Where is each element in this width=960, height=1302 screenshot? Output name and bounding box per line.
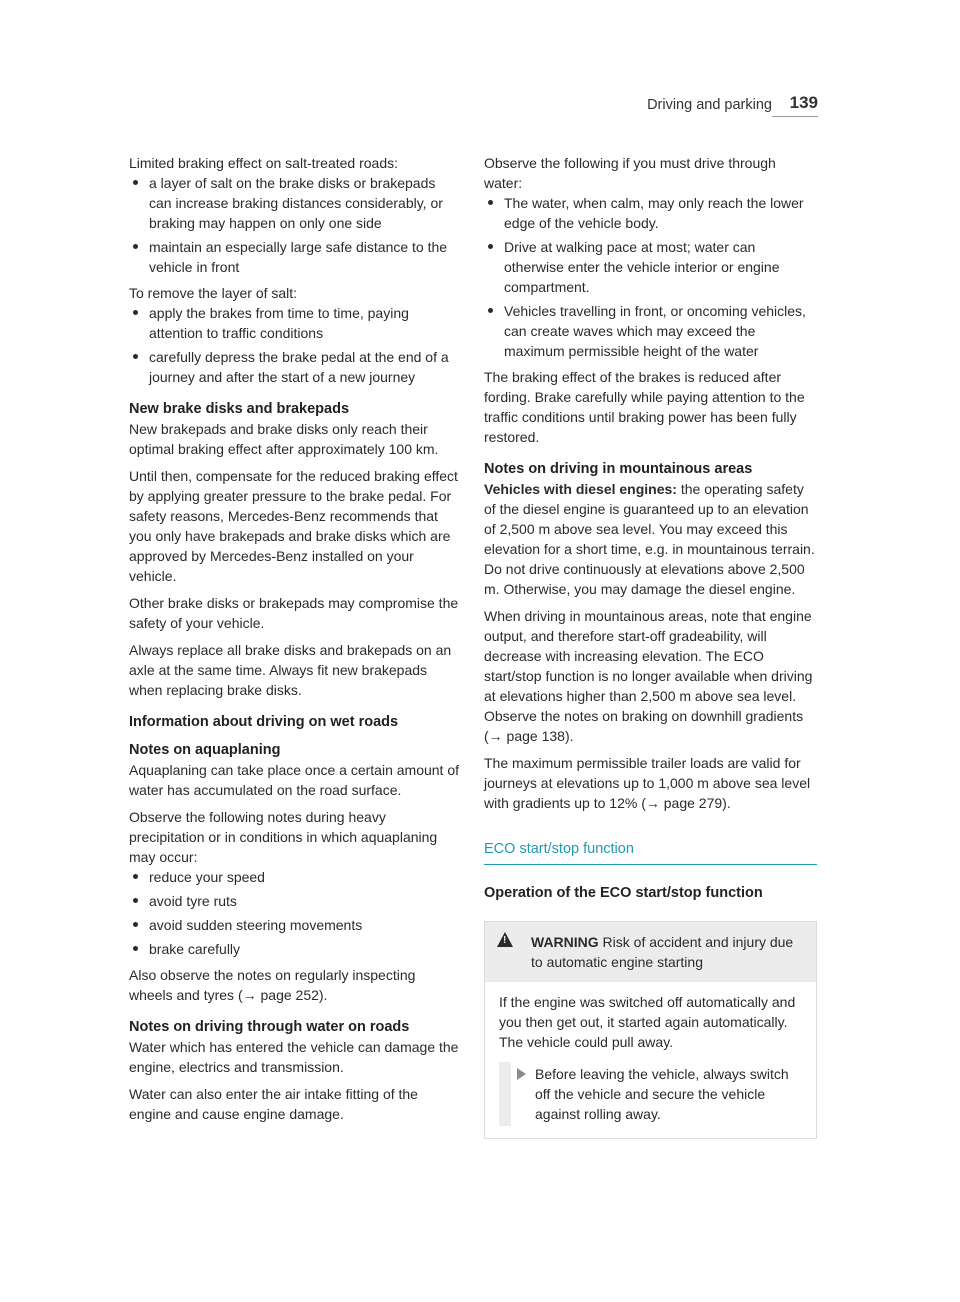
- warning-body-text: If the engine was switched off automatically and you then get out, it started again automatically. The vehicle could pull away.: [499, 994, 796, 1050]
- list-item: reduce your speed: [129, 867, 459, 887]
- wet-roads-heading: Information about driving on wet roads: [129, 714, 399, 730]
- new-brake-paragraph: New brakepads and brake disks only reach their optimal braking effect after approximately 100 km.: [129, 421, 439, 457]
- list-item: avoid tyre ruts: [129, 891, 459, 911]
- new-brake-heading: New brake disks and brakepads: [129, 401, 350, 417]
- aquaplaning-reference[interactable]: Also observe the notes on regularly inspecting wheels and tyres (→ page 252).: [129, 967, 416, 1003]
- water-paragraph: Water which has entered the vehicle can damage the engine, electrics and transmission.: [129, 1039, 459, 1075]
- remove-salt-intro: To remove the layer of salt:: [129, 285, 298, 301]
- warning-box: [484, 921, 817, 1139]
- page-header: [644, 94, 818, 116]
- mountain-heading: Notes on driving in mountainous areas: [484, 461, 753, 477]
- remove-salt-list: [129, 303, 459, 387]
- warning-header: [485, 922, 816, 982]
- list-item: a layer of salt on the brake disks or brakepads can increase braking distances considerably, or braking may happen on only one side: [129, 173, 459, 233]
- page-number: 139: [789, 93, 818, 112]
- play-arrow-icon: [517, 1068, 526, 1080]
- list-item: Drive at walking pace at most; water can otherwise enter the vehicle interior or engine compartment.: [484, 237, 817, 297]
- left-column: [129, 153, 459, 1131]
- list-item: Vehicles travelling in front, or oncoming vehicles, can create waves which may exceed the maximum permissible height of the water: [484, 301, 817, 361]
- salt-intro: Limited braking effect on salt-treated roads:: [129, 155, 399, 171]
- new-brake-paragraph: Other brake disks or brakepads may compromise the safety of your vehicle.: [129, 595, 459, 631]
- water-paragraph: Water can also enter the air intake fitting of the engine and cause engine damage.: [129, 1086, 418, 1122]
- fording-paragraph: The braking effect of the brakes is reduced after fording. Brake carefully while paying attention to the traffic conditions until braking power has been fully restored.: [484, 369, 805, 445]
- list-item: brake carefully: [129, 939, 459, 959]
- header-section-title: Driving and parking: [647, 97, 772, 113]
- warning-head-text: Risk of accident and injury due to automatic engine starting: [531, 934, 794, 970]
- diesel-paragraph: [484, 479, 817, 599]
- header-rule: [772, 116, 818, 117]
- aquaplaning-heading: Notes on aquaplaning: [129, 742, 281, 758]
- new-brake-paragraph: Always replace all brake disks and brakepads on an axle at the same time. Always fit new brakepads when replacing brake disks.: [129, 642, 452, 698]
- diesel-label: Vehicles with diesel engines:: [484, 481, 677, 497]
- mountain-paragraph[interactable]: When driving in mountainous areas, note that engine output, and therefore start-off gradeability, will decrease with increasing elevation. The ECO start/stop function is no longer available when driving at elevations higher than 2,500 m above sea level. Observe the notes on braking on downhill gradients (→ page 138).: [484, 608, 813, 744]
- list-item: The water, when calm, may only reach the lower edge of the vehicle body.: [484, 193, 817, 233]
- list-item: carefully depress the brake pedal at the end of a journey and after the start of a new journey: [129, 347, 459, 387]
- aquaplaning-paragraph: Observe the following notes during heavy precipitation or in conditions in which aquaplaning may occur:: [129, 809, 438, 865]
- warning-step: [499, 1062, 804, 1126]
- water-list: [484, 193, 817, 361]
- salt-list: [129, 173, 459, 277]
- aquaplaning-paragraph: Aquaplaning can take place once a certain amount of water has accumulated on the road surface.: [129, 762, 460, 798]
- eco-section-title: ECO start/stop function: [484, 839, 817, 865]
- warning-triangle-icon: [497, 932, 513, 947]
- water-intro: Observe the following if you must drive through water:: [484, 155, 776, 191]
- warning-word: WARNING: [531, 934, 599, 950]
- mountain-paragraph[interactable]: The maximum permissible trailer loads are valid for journeys at elevations up to 1,000 m above sea level with gradients up to 12% (→ page 279).: [484, 755, 811, 811]
- aquaplaning-list: [129, 867, 459, 959]
- water-roads-heading: Notes on driving through water on roads: [129, 1019, 410, 1035]
- warning-body: [485, 982, 816, 1138]
- list-item: apply the brakes from time to time, paying attention to traffic conditions: [129, 303, 459, 343]
- right-column: [484, 153, 817, 1139]
- diesel-text: the operating safety of the diesel engine is guaranteed up to an elevation of 2,500 m above sea level. You may exceed this elevation for a short time, e.g. in mountainous terrain. Do not drive continuously at elevations above 2,500 m. Otherwise, you may damage the diesel engine.: [484, 481, 815, 597]
- list-item: maintain an especially large safe distance to the vehicle in front: [129, 237, 459, 277]
- new-brake-paragraph: Until then, compensate for the reduced braking effect by applying greater pressure to the brake pedal. For safety reasons, Mercedes-Benz recommends that you only have brakepads and brake disks which are approved by Mercedes-Benz installed on your vehicle.: [129, 468, 458, 584]
- eco-sub-title: Operation of the ECO start/stop function: [484, 885, 763, 901]
- list-item: avoid sudden steering movements: [129, 915, 459, 935]
- warning-step-text: Before leaving the vehicle, always switch off the vehicle and secure the vehicle against rolling away.: [535, 1066, 789, 1122]
